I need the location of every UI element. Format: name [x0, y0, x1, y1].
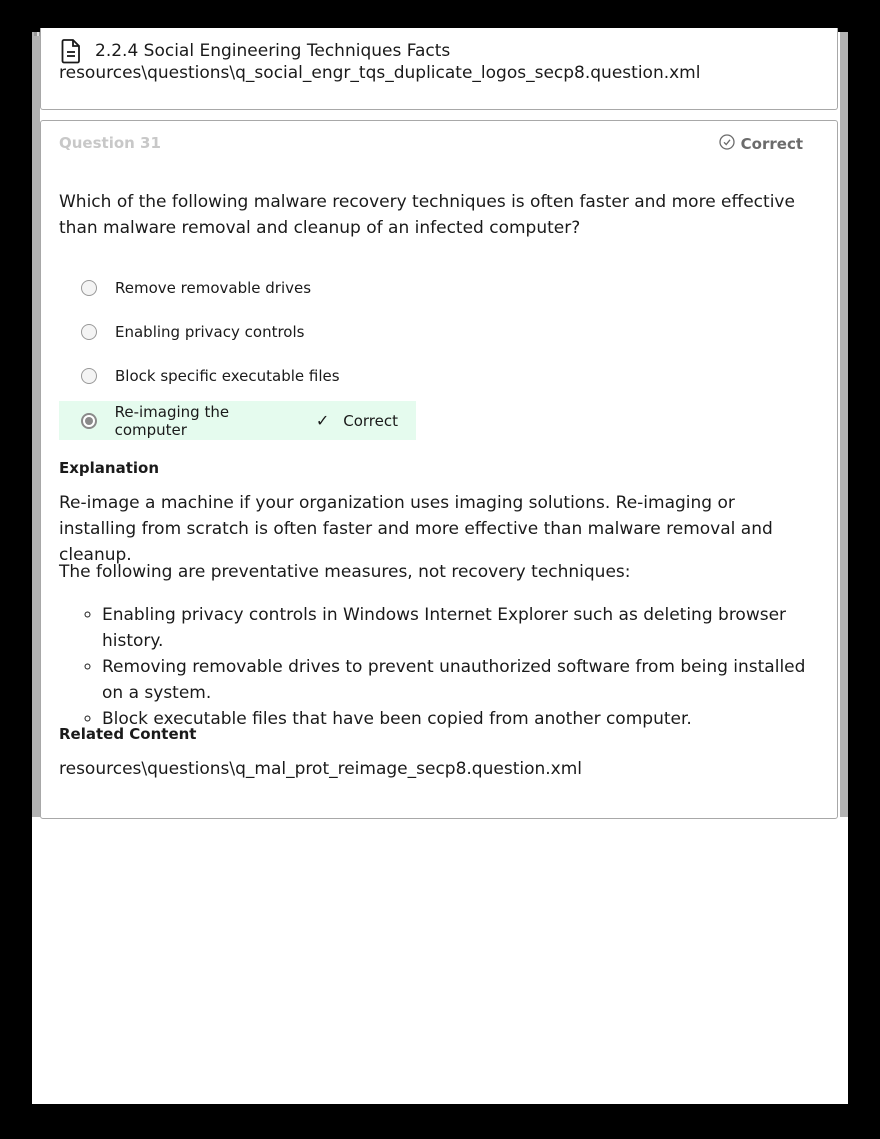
- radio-button[interactable]: [81, 324, 97, 340]
- explanation-paragraph: The following are preventative measures, not recovery techniques:: [59, 562, 631, 582]
- option-label: Enabling privacy controls: [115, 322, 305, 341]
- option-feedback: Correct: [343, 411, 398, 430]
- bullet-item: ◦ Block executable files that have been copied from another computer.: [102, 706, 823, 732]
- option-label: Block specific executable files: [115, 366, 340, 385]
- question-card: [40, 120, 838, 819]
- radio-button[interactable]: [81, 280, 97, 296]
- option-label: Re-imaging the computer: [114, 402, 230, 439]
- question-text: Which of the following malware recovery techniques is often faster and more effective than malware removal and cleanup of an infected computer?: [59, 192, 795, 238]
- answer-option[interactable]: [59, 312, 322, 351]
- question-number: Question 31: [59, 134, 161, 152]
- left-scroll-edge: [32, 32, 40, 817]
- answer-option[interactable]: [59, 268, 329, 307]
- related-content-link[interactable]: resources\questions\q_mal_prot_reimage_secp8.question.xml: [59, 759, 582, 779]
- answer-option[interactable]: [59, 356, 358, 395]
- related-content-heading: Related Content: [59, 725, 197, 743]
- question-header: [59, 134, 803, 154]
- bullet-item: ◦ Removing removable drives to prevent unauthorized software from being installed on a system.: [102, 654, 823, 706]
- explanation-bullet-list: [59, 602, 823, 732]
- document-icon: [59, 38, 83, 64]
- option-label: Remove removable drives: [115, 278, 312, 297]
- related-doc-path: resources\questions\q_social_engr_tqs_duplicate_logos_secp8.question.xml: [59, 63, 701, 83]
- answer-option-selected[interactable]: [59, 401, 416, 440]
- check-circle-icon: [719, 134, 735, 154]
- explanation-paragraph: Re-image a machine if your organization uses imaging solutions. Re-imaging or installing from scratch is often faster and more effective than malware removal and cleanup.: [59, 493, 773, 565]
- bullet-item: ◦ Enabling privacy controls in Windows Internet Explorer such as deleting browser history.: [102, 602, 823, 654]
- explanation-heading: Explanation: [59, 459, 160, 477]
- checkmark-icon: ✓: [315, 411, 330, 430]
- related-content-card-previous: [40, 28, 838, 110]
- related-doc-link[interactable]: [59, 38, 450, 64]
- status-badge: [719, 134, 803, 154]
- related-doc-title: 2.2.4 Social Engineering Techniques Facts: [95, 41, 451, 61]
- radio-button-selected[interactable]: [81, 413, 97, 429]
- page: [32, 32, 848, 1104]
- right-scroll-edge: [840, 32, 848, 817]
- radio-button[interactable]: [81, 368, 97, 384]
- status-label: Correct: [740, 135, 803, 153]
